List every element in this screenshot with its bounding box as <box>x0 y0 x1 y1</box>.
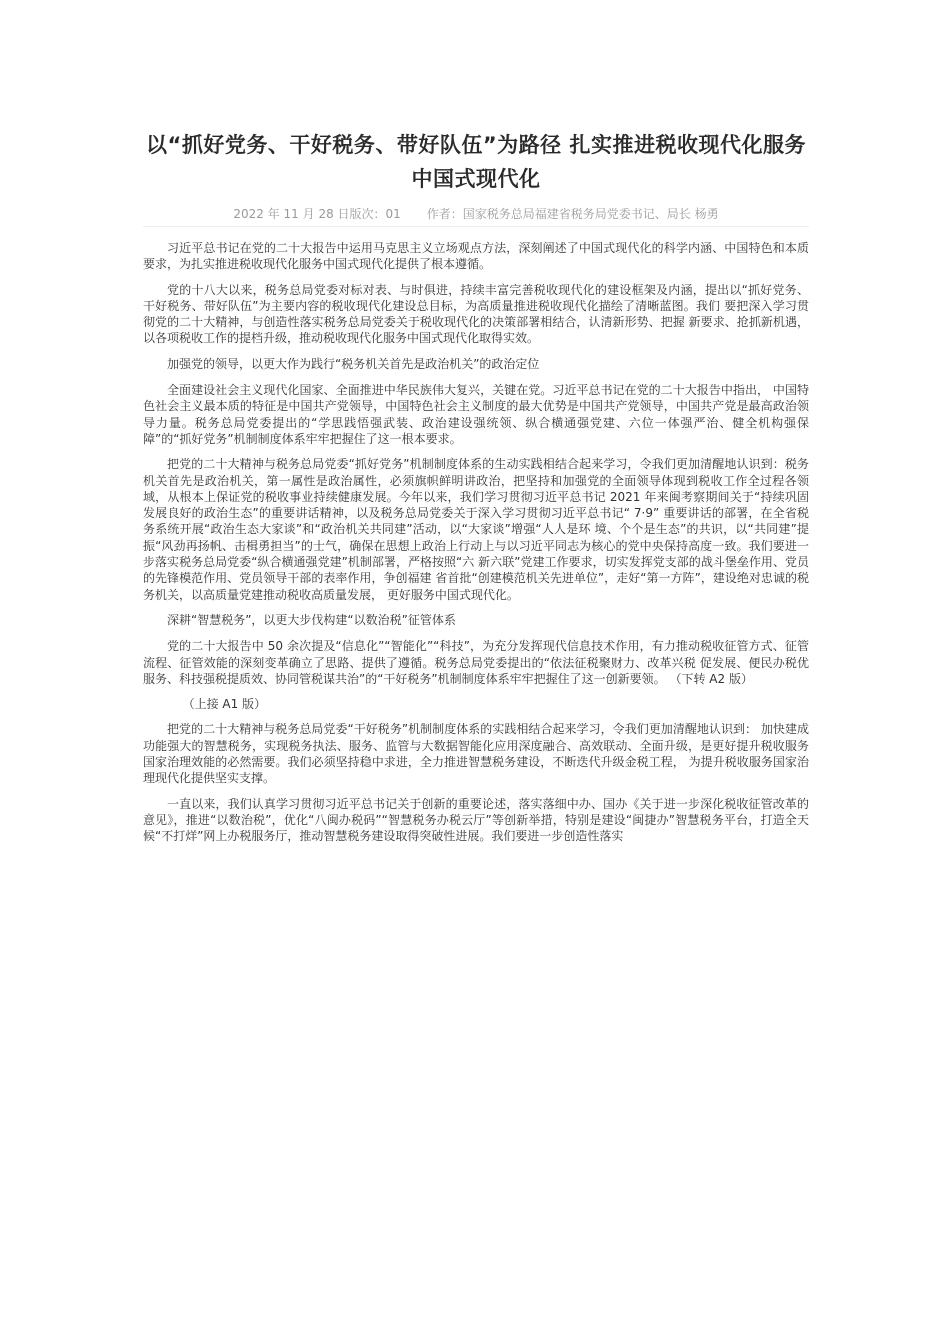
section-heading: 加强党的领导，以更大作为践行“税务机关首先是政治机关”的政治定位 <box>167 356 540 371</box>
paragraph: 把党的二十大精神与税务总局党委“干好税务”机制制度体系的实践相结合起来学习，令我们更加清醒地认识到： 加快建成功能强大的智慧税务，实现税务执法、服务、监管与大数据智能化应用深度融合、高效联动、全面升级，是更好提升税收服务国家治理效能的必然需要。我们必须坚持稳中求进，全力推进智慧税务建设，不断迭代升级金税工程， 为提升税收服务国家治理现代化提供坚实支撑。 <box>143 722 809 786</box>
article <box>143 128 809 854</box>
article-title: 以“抓好党务、干好税务、带好队伍”为路径 扎实推进税收现代化服务中国式现代化 <box>146 133 806 191</box>
paragraph: 党的二十大报告中 50 余次提及“信息化”“智能化”“科技”，为充分发挥现代信息技术作用，有力推动税收征管方式、征管流程、征管效能的深刻变革确立了思路、提供了遵循。税务总局党委提出的“依法征税聚财力、改革兴税 促发展、便民办税优服务、科技强税提质效、协同管税谋共治”的“干好税务”机制制度体系牢牢把握住了这一创新要领。 （下转 A2 版） <box>143 639 809 686</box>
author-byline: 作者：国家税务总局福建省税务局党委书记、局长 杨勇 <box>426 207 719 221</box>
paragraph: 习近平总书记在党的二十大报告中运用马克思主义立场观点方法，深刻阐述了中国式现代化的科学内涵、中国特色和本质要求，为扎实推进税收现代化服务中国式现代化提供了根本遵循。 <box>143 241 809 272</box>
continuation-note: （上接 A1 版） <box>182 697 267 712</box>
section-heading: 深耕“智慧税务”，以更大步伐构建“以数治税”征管体系 <box>167 612 456 627</box>
paragraph: 一直以来，我们认真学习贯彻习近平总书记关于创新的重要论述，落实落细中办、国办《关于进一步深化税收征管改革的意见》，推进“以数治税”，优化“八闽办税码”“智慧税务办税云厅”等创新举措，特别是建设“闽捷办”智慧税务平台，打造全天候“不打烊”网上办税服务厅，推动智慧税务建设取得突破性进展。我们要进一步创造性落实 <box>143 796 809 844</box>
article-body <box>143 240 809 845</box>
article-meta <box>143 206 809 227</box>
publish-date: 2022 年 11 月 28 日版次：01 <box>233 207 401 221</box>
paragraph: 全面建设社会主义现代化国家、全面推进中华民族伟大复兴，关键在党。习近平总书记在党的二十大报告中指出， 中国特色社会主义最本质的特征是中国共产党领导，中国特色社会主义制度的最大优势是中国共产党领导，中国共产党是最高政治领导力量。税务总局党委提出的“学思践悟强武装、政治建设强统领、纵合横通强党建、六位一体强严治、健全机构强保障”的“抓好党务”机制制度体系牢牢把握住了这一根本要求。 <box>143 383 809 446</box>
paragraph: 把党的二十大精神与税务总局党委“抓好党务”机制制度体系的生动实践相结合起来学习，令我们更加清醒地认识到：税务机关首先是政治机关，第一属性是政治属性，必须旗帜鲜明讲政治，把坚持和加强党的全面领导体现到税收工作全过程各领域，从根本上保证党的税收事业持续健康发展。今年以来，我们学习贯彻习近平总书记 2021 年来闽考察期间关于“持续巩固发展良好的政治生态”的重要讲话精神，以及税务总局党委关于深入学习贯彻习近平总书记“ 7·9” 重要讲话的部署，在全省税务系统开展“政治生态大家谈”和“政治机关共同建”活动，以“大家谈”增强“人人是环 境、个个是生态”的共识，以“共同建”提振“风劲再扬帆、击楫勇担当”的士气，确保在思想上政治上行动上与以习近平同志为核心的党中央保持高度一致。我们要进一步落实税务总局党委“纵合横通强党建”机制部署，严格按照“六 新六联”党建工作要求，切实发挥党支部的战斗堡垒作用、党员的先锋模范作用、党员领导干部的表率作用，争创福建 省首批“创建模范机关先进单位”，走好“第一方阵”，建设绝对忠诚的税务机关，以高质量党建推动税收高质量发展， 更好服务中国式现代化。 <box>143 457 809 602</box>
paragraph: 党的十八大以来，税务总局党委对标对表、与时俱进，持续丰富完善税收现代化的建设框架及内涵，提出以“抓好党务、干好税务、带好队伍”为主要内容的税收现代化建设总目标，为高质量推进税收现代化描绘了清晰蓝图。我们 要把深入学习贯彻党的二十大精神，与创造性落实税务总局党委关于税收现代化的决策部署相结合，认清新形势、把握 新要求、抢抓新机遇，以各项税收工作的提档升级，推动税收现代化服务中国式现代化取得实效。 <box>143 282 809 346</box>
